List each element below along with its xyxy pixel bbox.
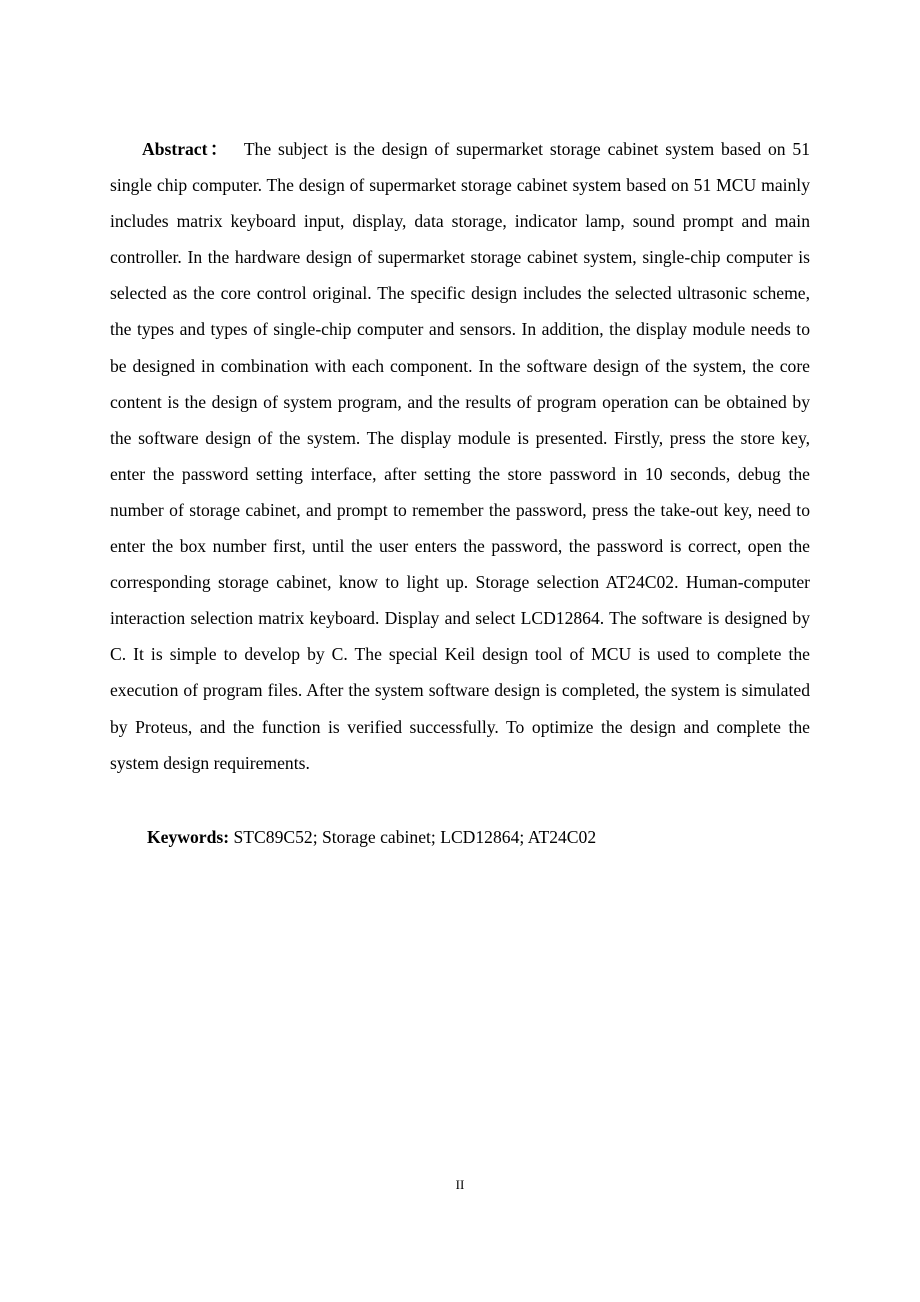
abstract-label: Abstract	[142, 139, 208, 159]
keywords-text: STC89C52; Storage cabinet; LCD12864; AT24C02	[233, 827, 597, 847]
keywords-label: Keywords:	[147, 827, 230, 847]
keywords-line	[110, 819, 810, 855]
abstract-colon: ：	[207, 139, 231, 159]
page-number: II	[455, 1177, 465, 1192]
abstract-text: The subject is the design of supermarket storage cabinet system based on 51 single chip computer. The design of supermarket storage cabinet system based on 51 MCU mainly includes matrix keyboard input, display, data storage, indicator lamp, sound prompt and main controller. In the hardware design of supermarket storage cabinet system, single-chip computer is selected as the core control original. The specific design includes the selected ultrasonic scheme, the types and types of single-chip computer and sensors. In addition, the display module needs to be designed in combination with each component. In the software design of the system, the core content is the design of system program, and the results of program operation can be obtained by the software design of the system. The display module is presented. Firstly, press the store key, enter the password setting interface, after setting the store password in 10 seconds, debug the number of storage cabinet, and prompt to remember the password, press the take-out key, need to enter the box number first, until the user enters the password, the password is correct, open the corresponding storage cabinet, know to light up. Storage selection AT24C02. Human-computer interaction selection matrix keyboard. Display and select LCD12864. The software is designed by C. It is simple to develop by C. The special Keil design tool of MCU is used to complete the execution of program files. After the system software design is completed, the system is simulated by Proteus, and the function is verified successfully. To optimize the design and complete the system design requirements.	[110, 139, 811, 773]
abstract-paragraph	[110, 131, 810, 781]
